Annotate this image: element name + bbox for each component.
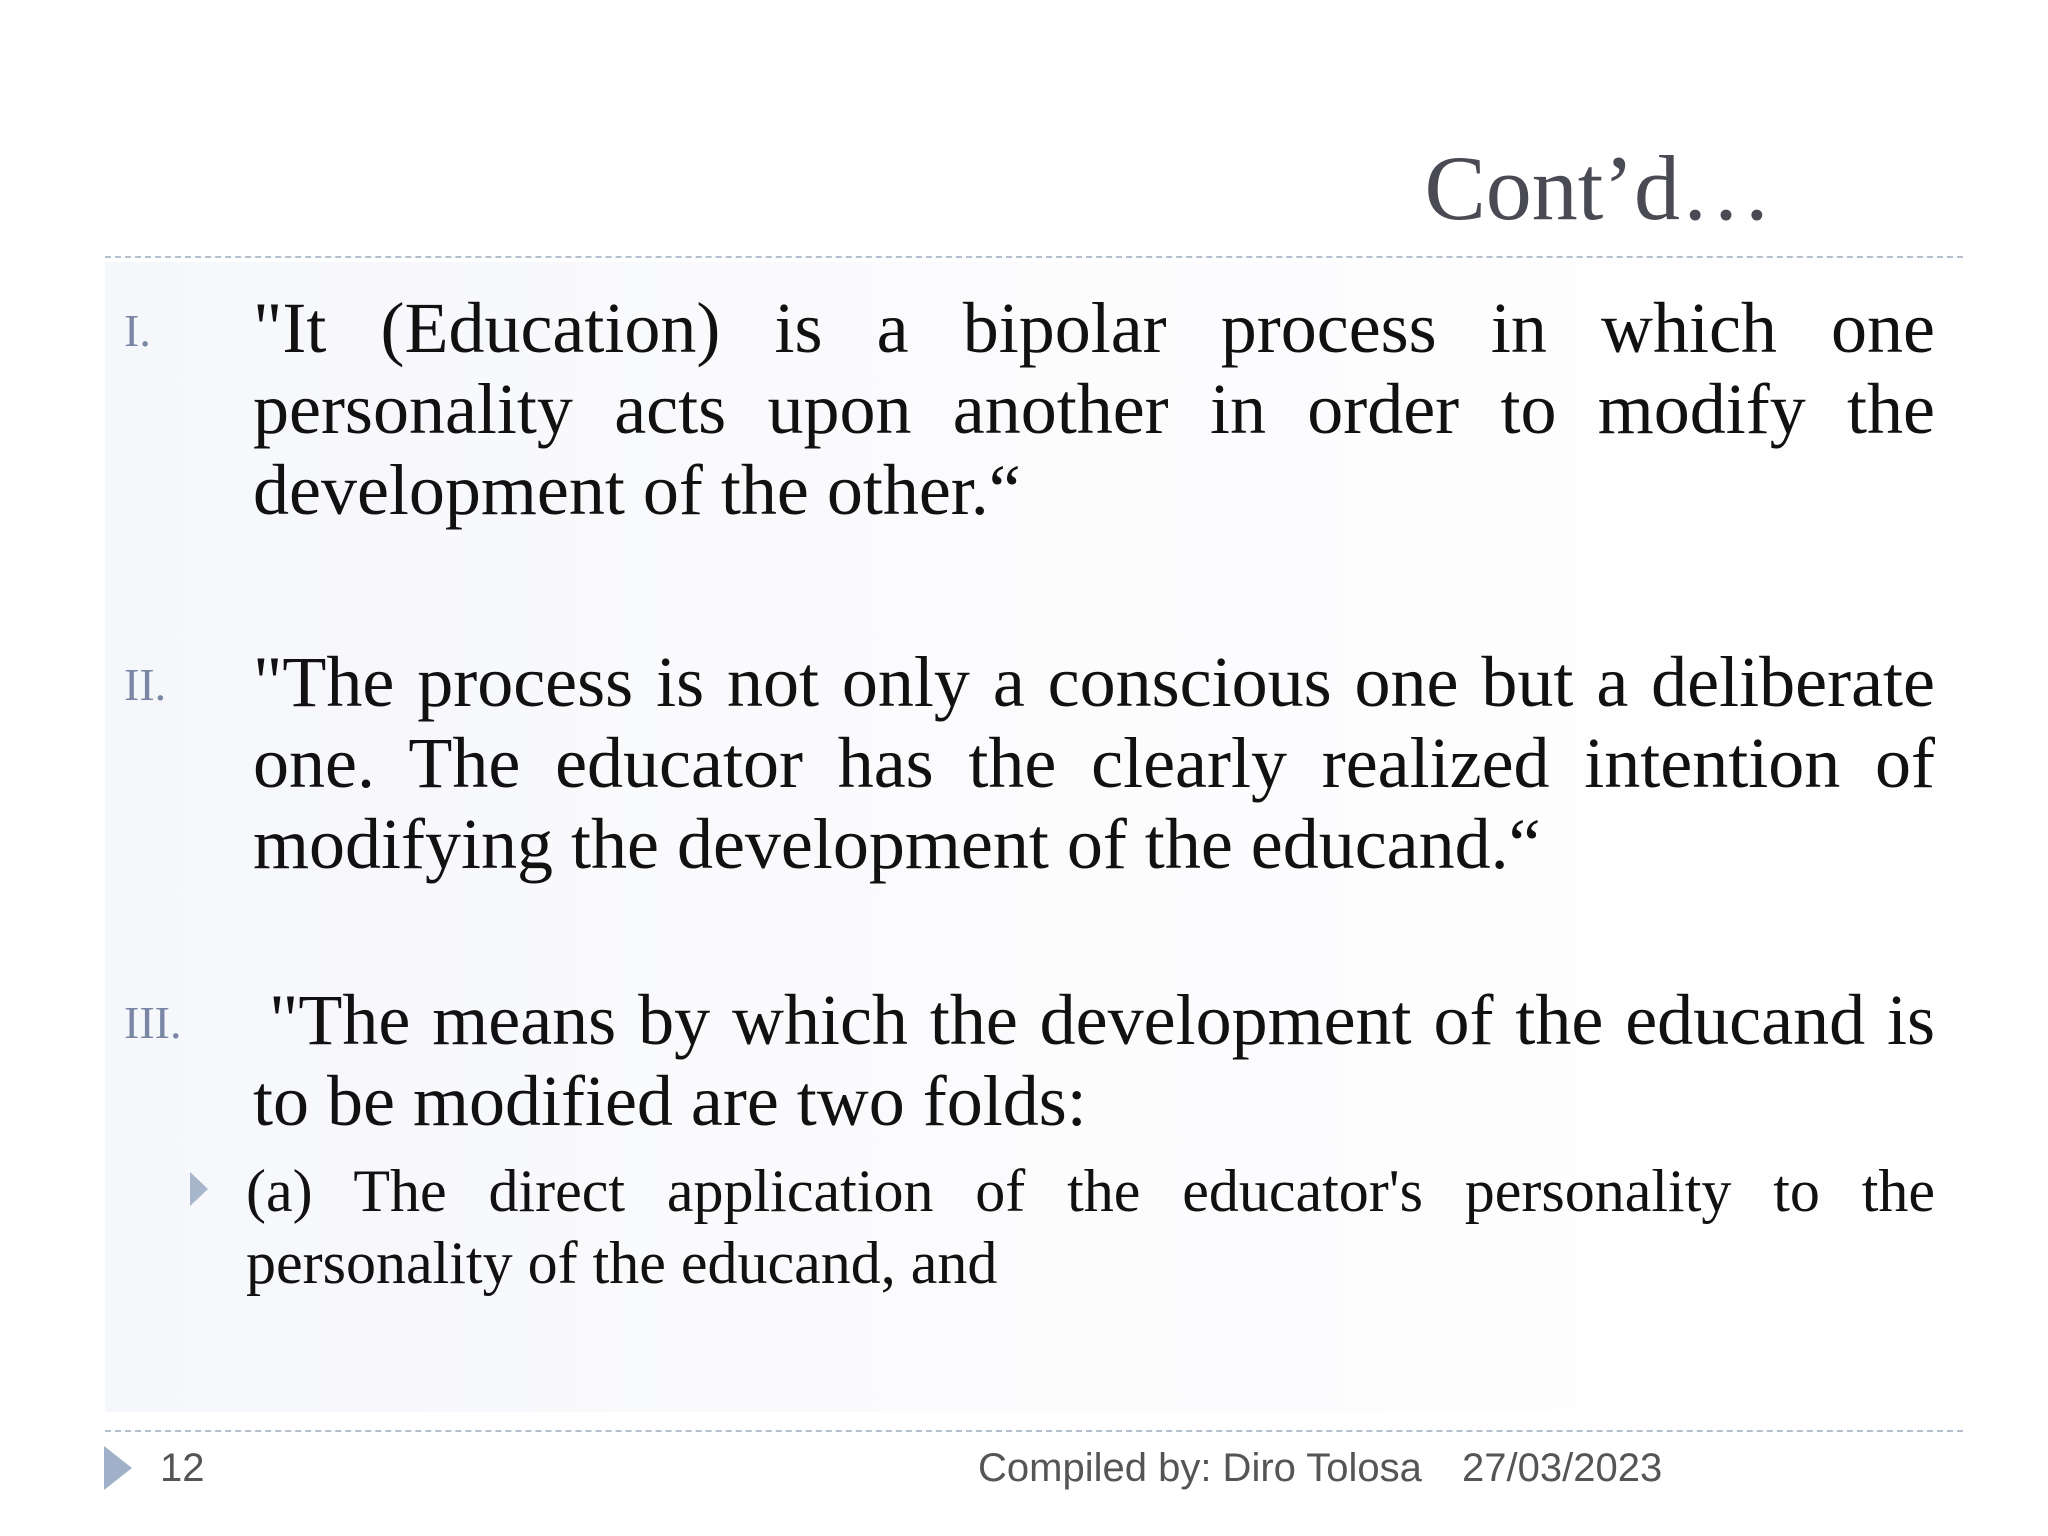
list-numeral-3: III. [124,997,182,1048]
compiled-by-text: Compiled by: Diro Tolosa [978,1446,1422,1490]
list-numeral-2: II. [124,659,167,710]
list-item-2-text: "The process is not only a conscious one but a deliberate one. The educator has the clearly realized intention of modifying the development of the educand.“ [253,642,1935,884]
footer-date: 27/03/2023 [1462,1446,1663,1490]
footer-arrow-icon [104,1446,132,1490]
list-item-1-text: "It (Education) is a bipolar process in which one personality acts upon another in order to modify the development of the other.“ [253,288,1935,530]
slide-number: 12 [160,1446,205,1490]
title-divider [105,256,1963,258]
footer-divider [105,1430,1963,1432]
slide-title: Cont’d… [1424,137,1772,239]
sub-item-a-text: (a) The direct application of the educator's personality to the personality of the educand, and [246,1158,1935,1296]
triangle-bullet-icon [190,1172,208,1206]
list-numeral-1: I. [124,305,151,356]
list-item-3-text: "The means by which the development of the educand is to be modified are two folds: [253,980,1935,1141]
